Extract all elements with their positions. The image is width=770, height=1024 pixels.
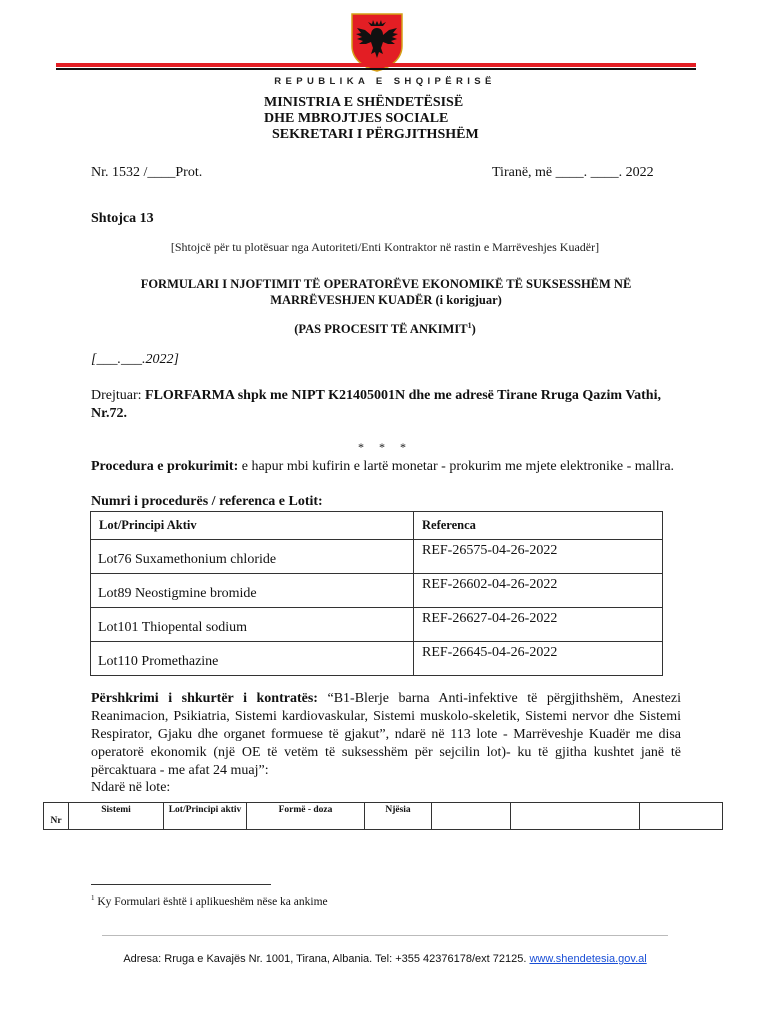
republic-heading: REPUBLIKA E SHQIPËRISË [274, 76, 496, 87]
annex-note: [Shtojcë për tu plotësuar nga Autoriteti/Enti Kontraktor në rastin e Marrëveshjes Kuadër] [170, 240, 600, 254]
lot-cell: Lot89 Neostigmine bromide [91, 574, 414, 608]
table-row [91, 574, 663, 608]
annex-title: Shtojca 13 [91, 211, 154, 226]
reference-cell: REF-26627-04-26-2022 [414, 608, 663, 642]
after-appeal-text: (PAS PROCESIT TË ANKIMIT [294, 322, 468, 337]
addressed-value: FLORFARMA shpk me NIPT K21405001N dhe me adresë Tirane Rruga Qazim Vathi, Nr.72. [91, 388, 661, 421]
col-header-empty [640, 803, 723, 830]
footer-rule [102, 935, 668, 936]
website-link[interactable]: www.shendetesia.gov.al [529, 953, 647, 965]
table-row [91, 540, 663, 574]
header-black-rule [56, 68, 696, 70]
footnote-text: Ky Formulari është i aplikueshëm nëse ka ankime [94, 895, 328, 908]
after-appeal-close: ) [471, 322, 476, 337]
col-header-lot: Lot/Principi aktiv [164, 803, 247, 830]
col-header-system: Sistemi [69, 803, 164, 830]
section-separator: * * * [358, 440, 412, 454]
description-text: “B1-Blerje barna Anti-infektive të përgjithshëm, Anestezi Reanimacion, Psikiatria, Sistemi kardiovaskular, Sistemi muskolo-skeletik, Sistemi nervor dhe Sistemi Respirator, Gjaku dhe organet formuese të gjakut”, ndarë në 113 lote - Marrëveshje Kuadër me disa operatorë ekonomik (një OE të vetëm të suksesshëm për sejcilin lot)- ku të gjitha kushtet janë të përcaktuara - me afat 24 muaj”: [91, 691, 681, 778]
lots-split-label: Ndarë në lote: [91, 780, 171, 795]
lot-cell: Lot110 Promethazine [91, 642, 414, 676]
address-text: Adresa: Rruga e Kavajës Nr. 1001, Tirana, Albania. Tel: +355 42376178/ext 72125. [123, 953, 530, 965]
after-appeal-heading [0, 321, 770, 337]
footnote-ref: 1 [467, 321, 472, 330]
lot-cell: Lot101 Thiopental sodium [91, 608, 414, 642]
form-title: FORMULARI I NJOFTIMIT TË OPERATORËVE EKONOMIKË TË SUKSESSHËM NË MARRËVESHJEN KUADËR (i korigjuar) [140, 277, 632, 307]
addressed-to [91, 387, 691, 423]
footnote-rule [91, 884, 271, 885]
col-header-form-dose: Formë - doza [247, 803, 365, 830]
lots-table-header [91, 512, 663, 540]
procedure-number-label: Numri i procedurës / referenca e Lotit: [91, 494, 323, 509]
procedure-label: Procedura e prokurimit: [91, 459, 239, 474]
col-header-nr: Nr [44, 803, 69, 830]
secretary-general-heading: SEKRETARI I PËRGJITHSHËM [272, 127, 479, 142]
lots-table [90, 511, 663, 676]
table-row [91, 642, 663, 676]
col-header-empty [432, 803, 511, 830]
col-header-reference: Referenca [414, 512, 663, 540]
footnote-number: 1 [91, 894, 95, 902]
systems-table-header [44, 803, 723, 830]
header-red-rule [56, 63, 696, 67]
reference-cell: REF-26645-04-26-2022 [414, 642, 663, 676]
addressed-label: Drejtuar: [91, 388, 146, 403]
protocol-number: Nr. 1532 /____Prot. [91, 165, 203, 180]
footer-address [0, 953, 770, 965]
table-row [91, 608, 663, 642]
ministry-name-line1: MINISTRIA E SHËNDETËSISË [264, 95, 464, 110]
ministry-name-line2: DHE MBROJTJES SOCIALE [264, 111, 449, 126]
place-date: Tiranë, më ____. ____. 2022 [492, 165, 654, 180]
col-header-empty [511, 803, 640, 830]
procedure-type [91, 458, 691, 475]
reference-cell: REF-26575-04-26-2022 [414, 540, 663, 574]
procedure-value: e hapur mbi kufirin e lartë monetar - prokurim me mjete elektronike - mallra. [238, 459, 675, 474]
systems-table [43, 802, 723, 830]
contract-description [91, 690, 681, 780]
lot-cell: Lot76 Suxamethonium chloride [91, 540, 414, 574]
footnote [91, 894, 328, 908]
col-header-unit: Njësia [365, 803, 432, 830]
col-header-lot: Lot/Principi Aktiv [91, 512, 414, 540]
reference-cell: REF-26602-04-26-2022 [414, 574, 663, 608]
description-label: Përshkrimi i shkurtër i kontratës: [91, 691, 318, 706]
date-placeholder: [___.___.2022] [91, 352, 179, 367]
